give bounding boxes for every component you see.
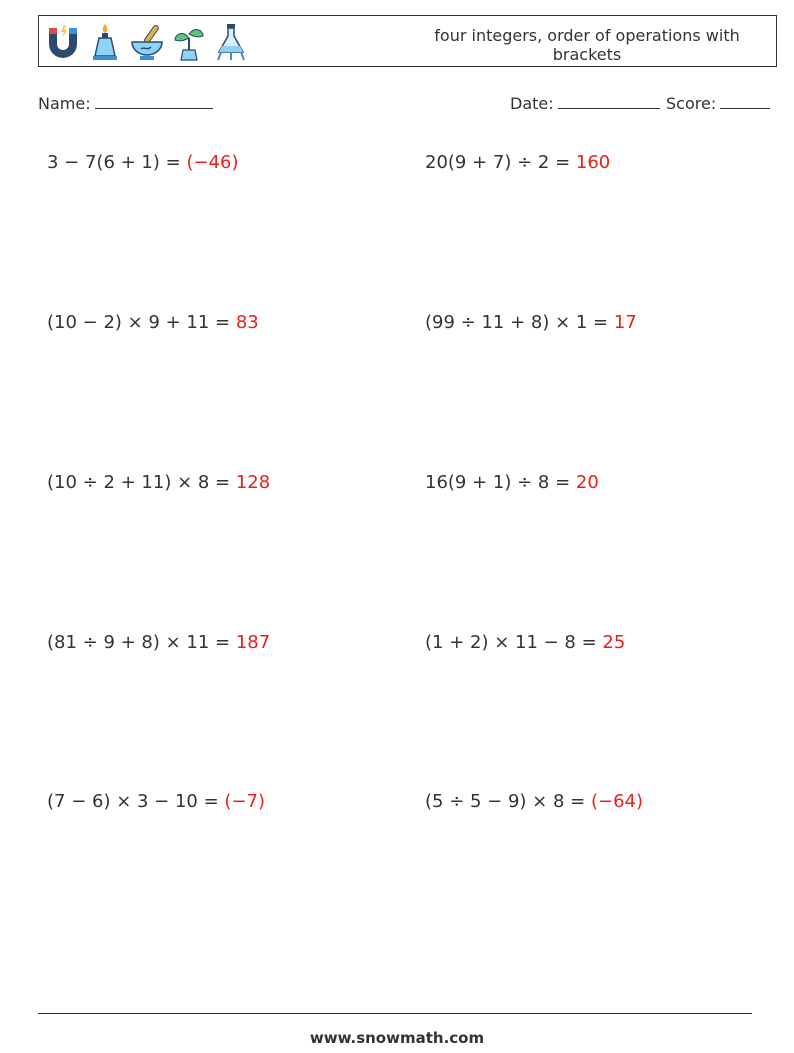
name-label: Name:	[38, 94, 91, 113]
score-field	[666, 93, 770, 113]
problem-3	[47, 312, 259, 333]
problem-expression: 16(9 + 1) ÷ 8 =	[425, 472, 576, 493]
bunsen-burner-icon	[87, 22, 123, 62]
name-blank[interactable]	[95, 93, 213, 109]
footer-divider	[38, 1013, 752, 1014]
problem-9	[47, 791, 265, 812]
date-label: Date:	[510, 94, 554, 113]
problem-answer: 187	[235, 632, 271, 653]
problem-answer: 128	[235, 472, 271, 493]
problem-expression: (1 + 2) × 11 − 8 =	[425, 632, 603, 653]
problem-answer: 20	[575, 472, 599, 493]
score-label: Score:	[666, 94, 717, 113]
date-blank[interactable]	[558, 93, 660, 109]
problem-answer: 17	[613, 312, 637, 333]
problem-6	[425, 472, 599, 493]
problem-1	[47, 152, 238, 173]
problem-answer: 83	[235, 312, 259, 333]
problem-4	[425, 312, 637, 333]
date-field	[510, 93, 660, 113]
problem-expression: (7 − 6) × 3 − 10 =	[47, 791, 225, 812]
problem-expression: (10 − 2) × 9 + 11 =	[47, 312, 236, 333]
problem-expression: (81 ÷ 9 + 8) × 11 =	[47, 632, 236, 653]
problem-expression: 20(9 + 7) ÷ 2 =	[425, 152, 576, 173]
header-icons	[45, 22, 249, 62]
worksheet-header	[38, 15, 777, 67]
problem-expression: (10 ÷ 2 + 11) × 8 =	[47, 472, 236, 493]
problem-answer: 160	[575, 152, 611, 173]
problem-2	[425, 152, 610, 173]
problem-answer: (−46)	[186, 152, 239, 173]
seedling-icon	[171, 22, 207, 62]
problem-answer: (−7)	[224, 791, 266, 812]
magnet-icon	[45, 22, 81, 62]
problem-expression: (99 ÷ 11 + 8) × 1 =	[425, 312, 614, 333]
flask-icon	[213, 22, 249, 62]
score-blank[interactable]	[720, 93, 770, 109]
problem-expression: (5 ÷ 5 − 9) × 8 =	[425, 791, 591, 812]
footer-url[interactable]: www.snowmath.com	[309, 1029, 485, 1047]
worksheet-title: four integers, order of operations with brackets	[434, 26, 740, 64]
problem-10	[425, 791, 643, 812]
problem-answer: (−64)	[590, 791, 643, 812]
problem-8	[425, 632, 625, 653]
problem-7	[47, 632, 270, 653]
mortar-pestle-icon	[129, 22, 165, 62]
problem-expression: 3 − 7(6 + 1) =	[47, 152, 187, 173]
problem-5	[47, 472, 270, 493]
problem-answer: 25	[602, 632, 626, 653]
name-field	[38, 93, 213, 113]
